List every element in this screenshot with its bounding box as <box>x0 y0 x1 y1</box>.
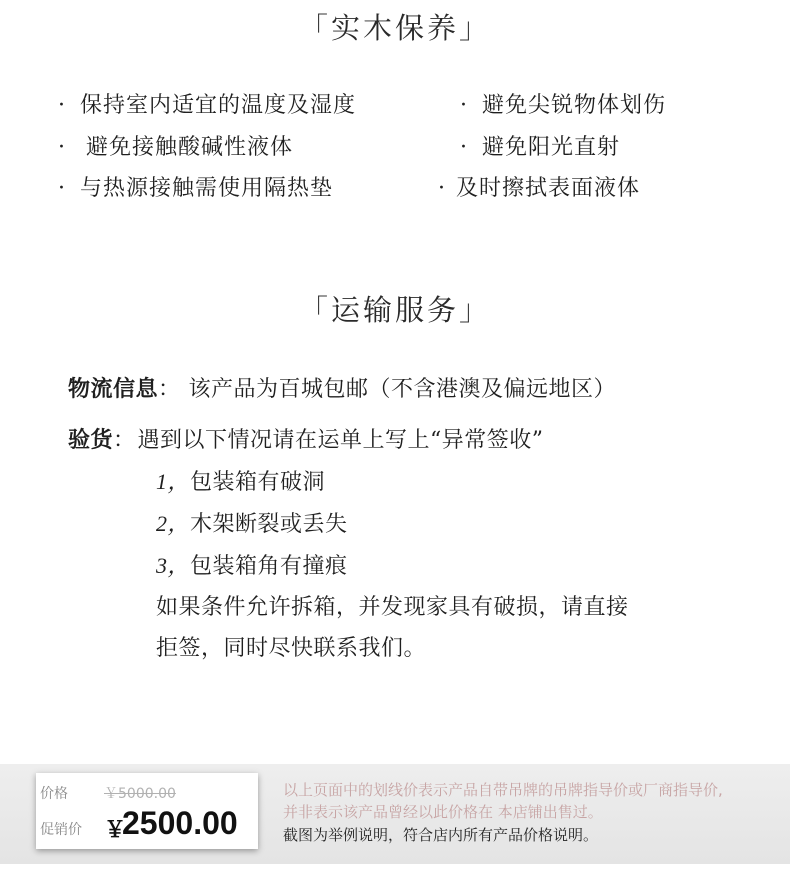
disclaimer-line-3: 截图为举例说明，符合店内所有产品价格说明。 <box>283 826 599 844</box>
care-item <box>58 171 333 202</box>
inspect-line <box>68 423 544 454</box>
currency-symbol: ￥ <box>104 818 127 843</box>
care-item <box>460 130 620 161</box>
case-text: 木架断裂或丢失 <box>190 512 348 537</box>
case-item <box>156 549 348 580</box>
price-card <box>36 773 258 849</box>
bullet-icon: · <box>460 135 468 160</box>
care-item-text: 避免阳光直射 <box>482 135 621 160</box>
old-price: ￥5000.00 <box>104 786 176 802</box>
care-title-text: 实木保养 <box>330 11 459 45</box>
colon: ： <box>158 377 181 402</box>
service-title-text: 运输服务 <box>330 293 459 327</box>
case-number: 2， <box>156 511 191 536</box>
logistics-text: 该产品为百城包邮（不含港澳及偏远地区） <box>188 377 617 402</box>
care-item-text: 及时擦拭表面液体 <box>456 176 641 201</box>
case-number: 3， <box>156 553 191 578</box>
disclaimer-line-1: 以上页面中的划线价表示产品自带吊牌的吊牌指导价或厂商指导价, <box>283 781 723 799</box>
bullet-icon: · <box>58 135 66 160</box>
care-item <box>58 130 293 161</box>
logistics-line <box>68 372 616 403</box>
care-item <box>58 88 356 119</box>
bullet-icon: · <box>58 176 66 201</box>
inspect-label: 验货 <box>68 428 114 453</box>
colon: ： <box>113 428 136 453</box>
case-item <box>156 465 325 496</box>
note-line-2: 拒签，同时尽快联系我们。 <box>156 636 427 661</box>
bullet-icon: · <box>438 176 446 201</box>
care-section-title <box>0 6 790 47</box>
list-price-label: 价格 <box>40 786 68 802</box>
bullet-icon: · <box>58 93 66 118</box>
care-item <box>438 171 640 202</box>
inspect-text: 遇到以下情况请在运单上写上“异常签收” <box>137 428 544 453</box>
note-line-1: 如果条件允许拆箱，并发现家具有破损，请直接 <box>156 595 629 620</box>
care-item <box>460 88 666 119</box>
care-item-text: 与热源接触需使用隔热垫 <box>80 176 334 201</box>
bullet-icon: · <box>460 93 468 118</box>
care-item-text: 保持室内适宜的温度及湿度 <box>80 93 357 118</box>
case-text: 包装箱有破洞 <box>190 470 326 495</box>
case-number: 1， <box>156 469 191 494</box>
case-text: 包装箱角有撞痕 <box>190 554 348 579</box>
case-item <box>156 507 348 538</box>
service-section-title <box>0 288 790 329</box>
care-item-text: 避免尖锐物体划伤 <box>482 93 667 118</box>
bracket-open: 「 <box>298 293 331 327</box>
bracket-close: 」 <box>459 293 492 327</box>
promo-price-label: 促销价 <box>40 822 82 838</box>
care-item-text: 避免接触酸碱性液体 <box>86 135 294 160</box>
logistics-label: 物流信息 <box>68 377 159 402</box>
bracket-open: 「 <box>298 11 331 45</box>
bracket-close: 」 <box>459 11 492 45</box>
promo-price: 2500.00 <box>122 805 238 841</box>
disclaimer-line-2: 并非表示该产品曾经以此价格在 本店铺出售过。 <box>283 803 603 821</box>
